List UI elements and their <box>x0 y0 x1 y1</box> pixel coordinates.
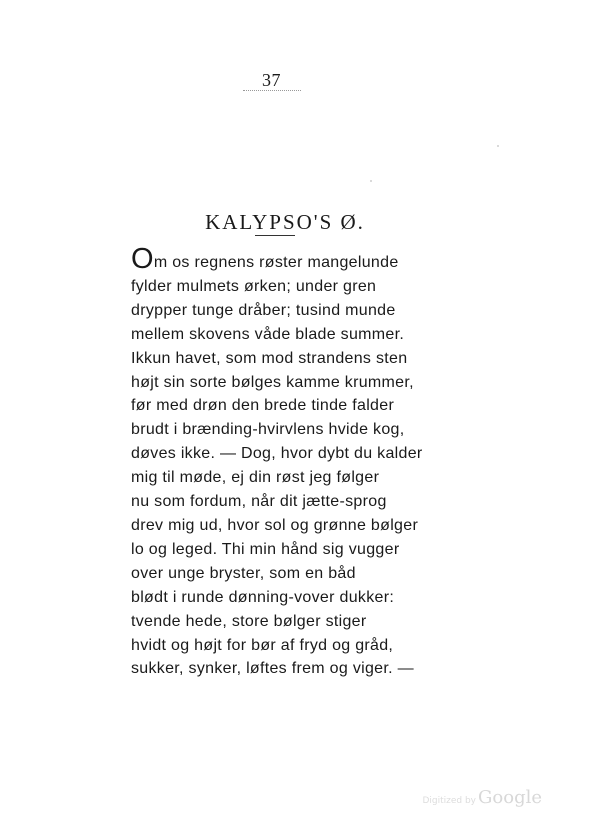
poem-line: lo og leged. Thi min hånd sig vugger <box>131 540 400 558</box>
page-number: 37 <box>262 70 281 90</box>
poem-body <box>131 243 471 681</box>
poem-line: sukker, synker, løftes frem og viger. — <box>131 660 414 678</box>
poem-line: over unge bryster, som en båd <box>131 564 356 582</box>
poem-line: drev mig ud, hvor sol og grønne bølger <box>131 516 419 534</box>
drop-cap: O <box>131 243 154 275</box>
poem-line: døves ikke. — Dog, hvor dybt du kalder <box>131 445 423 463</box>
poem-line: mig til møde, ej din røst jeg følger <box>131 469 380 487</box>
poem-line <box>131 243 471 275</box>
poem-line: højt sin sorte bølges kamme krummer, <box>131 373 414 391</box>
paper-speck <box>497 145 499 147</box>
poem-line: mellem skovens våde blade summer. <box>131 325 405 343</box>
poem-line: fylder mulmets ørken; under gren <box>131 277 377 295</box>
first-line-text: m os regnens røster mangelunde <box>153 254 399 271</box>
poem-line: hvidt og højt for bør af fryd og gråd, <box>131 636 394 654</box>
watermark-brand: Google <box>478 787 542 808</box>
poem-line: brudt i brænding-hvirvlens hvide kog, <box>131 421 405 439</box>
digitization-watermark <box>422 787 542 808</box>
page-number-rule <box>243 90 301 91</box>
poem-line: før med drøn den brede tinde falder <box>131 397 395 415</box>
poem-line: drypper tunge dråber; tusind munde <box>131 301 396 319</box>
watermark-prefix: Digitized by <box>422 796 477 806</box>
poem-line: tvende hede, store bølger stiger <box>131 612 367 630</box>
poem-line: Ikkun havet, som mod strandens sten <box>131 349 408 367</box>
title-divider <box>255 235 295 236</box>
poem-title: KALYPSO'S Ø. <box>205 210 365 235</box>
poem-line: nu som fordum, når dit jætte-sprog <box>131 493 387 511</box>
poem-line: blødt i runde dønning-vover dukker: <box>131 588 395 606</box>
paper-speck <box>370 180 372 182</box>
